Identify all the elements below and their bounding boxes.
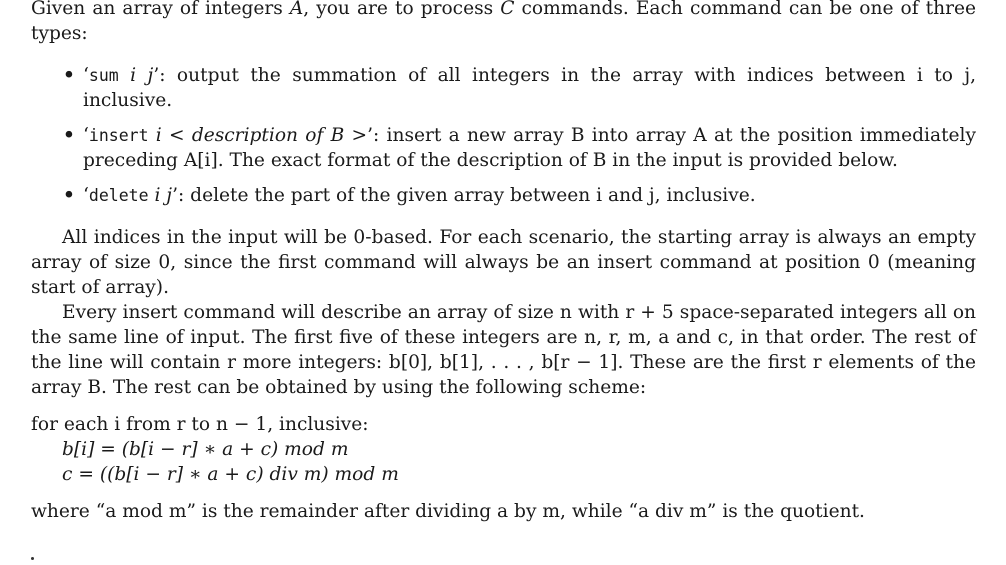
bullet-icon: • xyxy=(63,185,75,206)
intro-text-b: , you are to process xyxy=(303,0,501,19)
generation-scheme xyxy=(31,412,976,487)
intro-var-a: A xyxy=(289,0,304,19)
paragraph-insert-format: Every insert command will describe an array of size n with r + 5 space-separated integers all on the same line of input. The first five of these integers are n, r, m, a and c, in that order. The rest of the line will contain r more integers: b[0], b[1], . . . , b[r − 1]. These are the first r elements of the array B. The rest can be obtained by using the following scheme: xyxy=(31,302,976,398)
command-arg: i xyxy=(148,125,162,146)
command-code-delete: delete xyxy=(88,186,149,205)
document-body xyxy=(31,0,976,524)
command-description-sum: : output the summation of all integers in the array with indices between i to j, inclusive. xyxy=(83,65,976,111)
command-code-sum: sum xyxy=(88,66,119,85)
command-arg: j xyxy=(160,185,173,206)
intro-var-c: C xyxy=(500,0,515,19)
quote-close: ’ xyxy=(153,65,160,86)
command-arg: i xyxy=(148,185,161,206)
quote-open: ‘ xyxy=(83,125,89,146)
command-item-insert xyxy=(31,123,976,173)
intro-paragraph xyxy=(31,0,976,46)
quote-open: ‘ xyxy=(83,65,89,86)
command-arg: < description of B > xyxy=(161,125,368,146)
bullet-icon: • xyxy=(63,65,75,86)
scheme-header: for each i from r to n − 1, inclusive: xyxy=(31,414,369,435)
command-code-insert: insert xyxy=(88,126,149,145)
page-break-mark xyxy=(31,557,34,560)
command-arg: j xyxy=(136,65,154,86)
intro-text-c: commands. Each command can be one of three types: xyxy=(31,0,976,44)
command-description-insert: : insert a new array B into array A at the position immediately preceding A[i]. The exact format of the description of B in the input is provided below. xyxy=(83,125,977,171)
quote-close: ’ xyxy=(172,185,178,206)
bullet-icon: • xyxy=(63,125,75,146)
command-description-delete: : delete the part of the given array between i and j, inclusive. xyxy=(178,185,756,206)
paragraph-indices: All indices in the input will be 0-based. For each scenario, the starting array is always an empty array of size 0, since the first command will always be an insert command at position 0 (meaning start of array). xyxy=(31,227,976,298)
command-list xyxy=(31,63,976,208)
command-item-sum xyxy=(31,63,976,113)
scheme-formula-b: b[i] = (b[i − r] ∗ a + c) mod m xyxy=(62,439,349,460)
command-arg: i xyxy=(118,65,137,86)
scheme-formula-c: c = ((b[i − r] ∗ a + c) div m) mod m xyxy=(62,464,399,485)
quote-open: ‘ xyxy=(83,185,89,206)
footer-paragraph: where “a mod m” is the remainder after dividing a by m, while “a div m” is the quotient. xyxy=(31,501,865,522)
quote-close: ’ xyxy=(367,125,374,146)
intro-text-a: Given an array of integers xyxy=(31,0,290,19)
command-item-delete xyxy=(31,183,976,208)
